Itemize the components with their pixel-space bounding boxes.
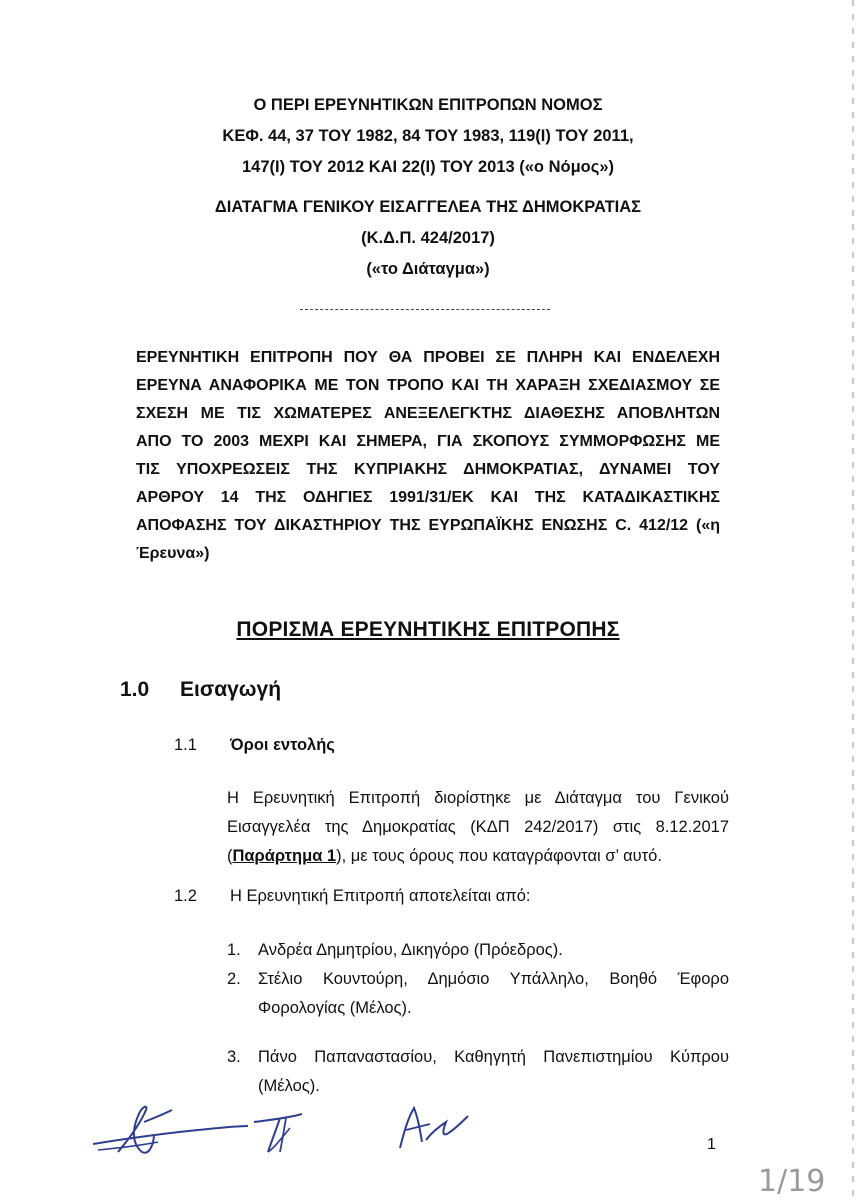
paragraph-text: ), με τους όρους που καταγράφονται σ’ αυτό. [336,847,662,865]
report-title: ΠΟΡΙΣΜΑ ΕΡΕΥΝΗΤΙΚΗΣ ΕΠΙΤΡΟΠΗΣ [236,618,620,641]
subject-line: ΕΡΕΥΝΗΤΙΚΗ ΕΠΙΤΡΟΠΗ ΠΟΥ ΘΑ ΠΡΟΒΕΙ ΣΕ ΠΛΗΡΗ ΚΑΙ ΕΝΔΕΛΕΧΗ [136,349,720,366]
list-item-line: (Μέλος). [258,1077,320,1095]
list-item-line: Πάνο Παπαναστασίου, Καθηγητή Πανεπιστημίου Κύπρου [258,1048,729,1066]
paragraph-line: Εισαγγελέα της Δημοκρατίας (ΚΔΠ 242/2017) στις 8.12.2017 [227,818,729,836]
subsection-number: 1.2 [174,887,197,905]
decree-header-line: («το Διάταγμα») [366,260,490,278]
subject-line: ΑΡΘΡΟΥ 14 ΤΗΣ ΟΔΗΓΙΕΣ 1991/31/ΕΚ ΚΑΙ ΤΗΣ ΚΑΤΑΔΙΚΑΣΤΙΚΗΣ [136,489,720,506]
law-header-line: ΚΕΦ. 44, 37 ΤΟΥ 1982, 84 ΤΟΥ 1983, 119(Ι) ΤΟΥ 2011, [222,127,634,145]
section-title: Εισαγωγή [180,678,282,701]
subject-line: ΤΙΣ ΥΠΟΧΡΕΩΣΕΙΣ ΤΗΣ ΚΥΠΡΙΑΚΗΣ ΔΗΜΟΚΡΑΤΙΑΣ, ΔΥΝΑΜΕΙ ΤΟΥ [136,461,720,478]
list-item-body [258,965,729,1023]
signature-3 [392,1102,472,1152]
subsection-title: Όροι εντολής [230,736,335,754]
page-number: 1 [707,1136,716,1153]
subject-line: ΕΡΕΥΝΑ ΑΝΑΦΟΡΙΚΑ ΜΕ ΤΟΝ ΤΡΟΠΟ ΚΑΙ ΤΗ ΧΑΡΑΞΗ ΣΧΕΔΙΑΣΜΟΥ ΣΕ [136,377,720,394]
list-item-line: Ανδρέα Δημητρίου, Δικηγόρο (Πρόεδρος). [258,941,563,959]
subject-paragraph [136,344,720,568]
law-header-line: Ο ΠΕΡΙ ΕΡΕΥΝΗΤΙΚΩΝ ΕΠΙΤΡΟΠΩΝ ΝΟΜΟΣ [253,96,603,114]
annex-link[interactable]: Παράρτημα 1 [232,847,337,865]
page-counter: 1/19 [758,1164,826,1199]
list-item-line: Στέλιο Κουντούρη, Δημόσιο Υπάλληλο, Βοηθό Έφορο [258,970,729,988]
subject-line: ΣΧΕΣΗ ΜΕ ΤΙΣ ΧΩΜΑΤΕΡΕΣ ΑΝΕΞΕΛΕΓΚΤΗΣ ΔΙΑΘΕΣΗΣ ΑΠΟΒΛΗΤΩΝ [136,405,720,422]
subject-line: ΑΠΟΦΑΣΗΣ ΤΟΥ ΔΙΚΑΣΤΗΡΙΟΥ ΤΗΣ ΕΥΡΩΠΑΪΚΗΣ ΕΝΩΣΗΣ C. 412/12 («η [136,517,720,534]
law-header-line: 147(Ι) ΤΟΥ 2012 ΚΑΙ 22(Ι) ΤΟΥ 2013 («ο Νόμος») [241,158,615,176]
signature-2 [250,1108,310,1158]
terms-paragraph [227,784,729,871]
list-item-line: Φορολογίας (Μέλος). [258,999,412,1017]
signature-1 [88,1100,258,1160]
dashed-separator [300,309,550,310]
decree-header-line: ΔΙΑΤΑΓΜΑ ΓΕΝΙΚΟΥ ΕΙΣΑΓΓΕΛΕΑ ΤΗΣ ΔΗΜΟΚΡΑΤΙΑΣ [214,198,642,216]
subsection-number: 1.1 [174,736,197,754]
section-number: 1.0 [120,678,150,701]
list-item-body [258,1043,729,1101]
decree-header-line: (Κ.Δ.Π. 424/2017) [361,229,495,247]
list-number: 1. [227,941,241,959]
list-number: 2. [227,970,241,988]
decree-header [0,192,856,285]
list-item-body [258,936,729,965]
subject-line: Έρευνα») [136,545,210,562]
paragraph-line: Η Ερευνητική Επιτροπή διορίστηκε με Διάταγμα του Γενικού [227,789,729,807]
list-number: 3. [227,1048,241,1066]
subject-line: ΑΠΟ ΤΟ 2003 ΜΕΧΡΙ ΚΑΙ ΣΗΜΕΡΑ, ΓΙΑ ΣΚΟΠΟΥΣ ΣΥΜΜΟΡΦΩΣΗΣ ΜΕ [136,433,720,450]
composition-text: Η Ερευνητική Επιτροπή αποτελείται από: [230,887,531,905]
law-header [0,90,856,183]
paren-open: ( [227,847,233,865]
paragraph-line [227,842,729,871]
